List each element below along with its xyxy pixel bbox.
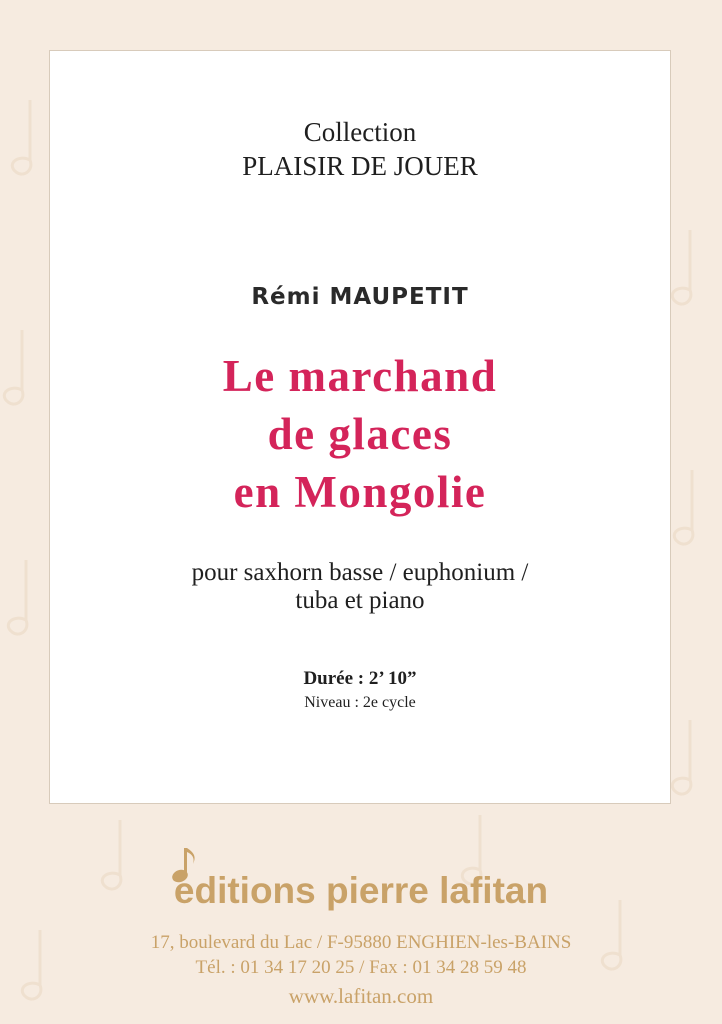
publisher-address: 17, boulevard du Lac / F-95880 ENGHIEN-les-BAINS [150,932,572,953]
duration: Durée : 2’ 10” [303,668,417,689]
instrumentation-line: tuba et piano [295,587,425,614]
publisher-phone-fax: Tél. : 01 34 17 20 25 / Fax : 01 34 28 59 48 [195,957,527,978]
collection-label: Collection [303,117,417,147]
cover-panel [49,50,671,804]
title-line: de glaces [267,409,453,459]
series-name: PLAISIR DE JOUER [242,151,478,181]
piece-title [50,347,670,521]
instrumentation [50,559,670,615]
publisher-logo: editions pierre lafitan [173,870,549,911]
instrumentation-line: pour saxhorn basse / euphonium / [191,559,529,586]
publisher-website-link[interactable]: www.lafitan.com [288,984,434,1008]
title-line: Le marchand [222,351,498,401]
composer-name: Rémi MAUPETIT [251,284,469,310]
level: Niveau : 2e cycle [304,694,416,711]
title-line: en Mongolie [233,467,487,517]
